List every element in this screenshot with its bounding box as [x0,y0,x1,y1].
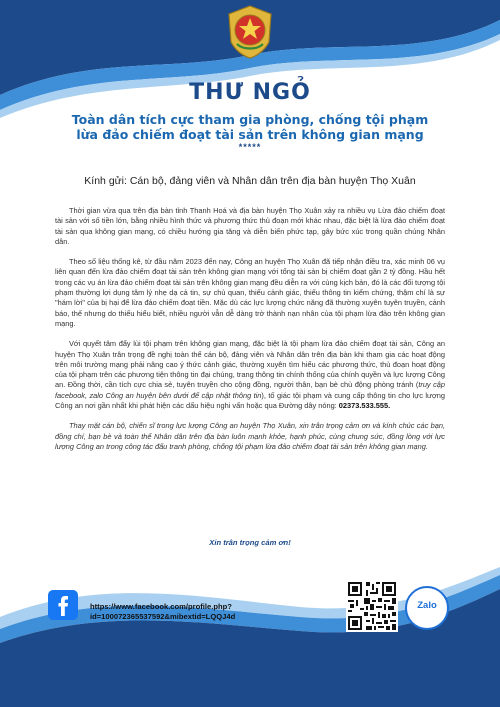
paragraph-3-tail: ), tố giác tội phạm và cung cấp thông tin cho lực lượng Công an nơi gần nhất khi phát hiện các dấu hiệu nghi vấn hoặc qua Đường dây nóng: [55,390,446,411]
hotline-number: 02373.533.555. [338,401,391,411]
letter-body [55,206,445,462]
zalo-label: Zalo [417,600,437,611]
paragraph-3 [55,339,445,411]
bottom-wave-decoration [0,557,500,707]
paragraph-3-italic: truy cập facebook, zalo Công an huyện bên dưới để cập nhật thông tin [55,380,445,400]
facebook-url-line-1: https://www.facebook.com/profile.php? [90,602,232,611]
facebook-icon[interactable] [48,590,78,620]
paragraph-1: Thời gian vừa qua trên địa bàn tỉnh Thanh Hoá và địa bàn huyện Thọ Xuân xảy ra nhiều vụ Lừa đảo chiếm đoạt tài sản với số tiền lớn, bằng nhiều hình thức và phương thức thủ đoạn mới khác nhau, đặc biệt là lừa đảo chiếm đoạt tài sản qua không gian mạng, có chiều hướng gia tăng và diễn biến phức tạp, gây bức xúc trong quần chúng Nhân dân. [55,206,445,246]
facebook-url-line-2: id=100072365537592&mibextid=LQQJ4d [90,611,236,621]
zalo-icon[interactable] [405,586,449,630]
letter-subtitle [40,112,460,142]
subtitle-line-1: Toàn dân tích cực tham gia phòng, chống tội phạm [71,112,429,127]
greeting-line: Kính gửi: Cán bộ, đảng viên và Nhân dân trên địa bàn huyện Thọ Xuân [84,175,416,187]
facebook-link[interactable] [90,602,320,621]
police-emblem-icon [225,4,275,60]
qr-code-icon [346,580,398,632]
subtitle-line-2: lừa đảo chiếm đoạt tài sản trên không gian mạng [76,127,424,142]
thanks-line: Xin trân trọng cảm ơn! [209,538,291,547]
stars-separator: ***** [238,142,262,152]
paragraph-3-main: Với quyết tâm đẩy lùi tội phạm trên không gian mạng, đặc biệt là tội phạm lừa đảo chiếm đoạt tài sản, Công an huyện Thọ Xuân trân trọng đề nghị toàn thể cán bộ, đảng viên và Nhân dân trên địa bàn khi tham gia các hoạt động trên môi trường mạng phải nâng cao ý thức cảnh giác, thường xuyên tìm hiểu các phương thức, thủ đoạn hoạt động của tội phạm trên các phương tiện thông tin đại chúng, trang thông tin chính thống của chính quyền và lực lượng Công an. Đồng thời, cần tích cực chia sẻ, tuyên truyền cho cộng đồng, người thân, bạn bè chủ động phòng tránh ( [55,339,445,390]
paragraph-4: Thay mặt cán bộ, chiến sĩ trong lực lượng Công an huyện Thọ Xuân, xin trân trọng cảm ơn và kính chúc các bạn, đồng chí, bạn bè và toàn thể Nhân dân trên địa bàn luôn mạnh khỏe, hạnh phúc, cùng chung sức, đồng lòng với lực lượng Công an trong công tác đấu tranh phòng, chống tội phạm lừa đảo chiếm đoạt tài sản trên không gian mạng. [55,421,445,451]
letter-title: THƯ NGỎ [189,80,311,105]
paragraph-2: Theo số liệu thống kê, từ đầu năm 2023 đến nay, Công an huyện Thọ Xuân đã tiếp nhận điều tra, xác minh 06 vụ liên quan đến lừa đảo chiếm đoạt tài sản trên không gian mạng với tổng tài sản bị chiếm đoạt gần 2 tỷ đồng. Hầu hết trong các vụ án lừa đảo chiếm đoạt tài sản trên không gian mạng đều diễn ra với cùng kịch bản, đó là các đối tượng tội phạm thường lợi dụng tâm lý nhẹ dạ cả tin, sự chủ quan, thiếu cảnh giác, thiếu thông tin kiểm chứng, thậm chí là sự "hám lời" của bị hại để lừa đảo chiếm đoạt tiền. Mặc dù các lực lượng chức năng đã thường xuyên tuyên truyền, cảnh báo, thế nhưng do thiếu hiểu biết, nhiều người vẫn dễ dàng trở thành nạn nhân của tội phạm lừa đảo trên không gian mạng. [55,257,445,328]
